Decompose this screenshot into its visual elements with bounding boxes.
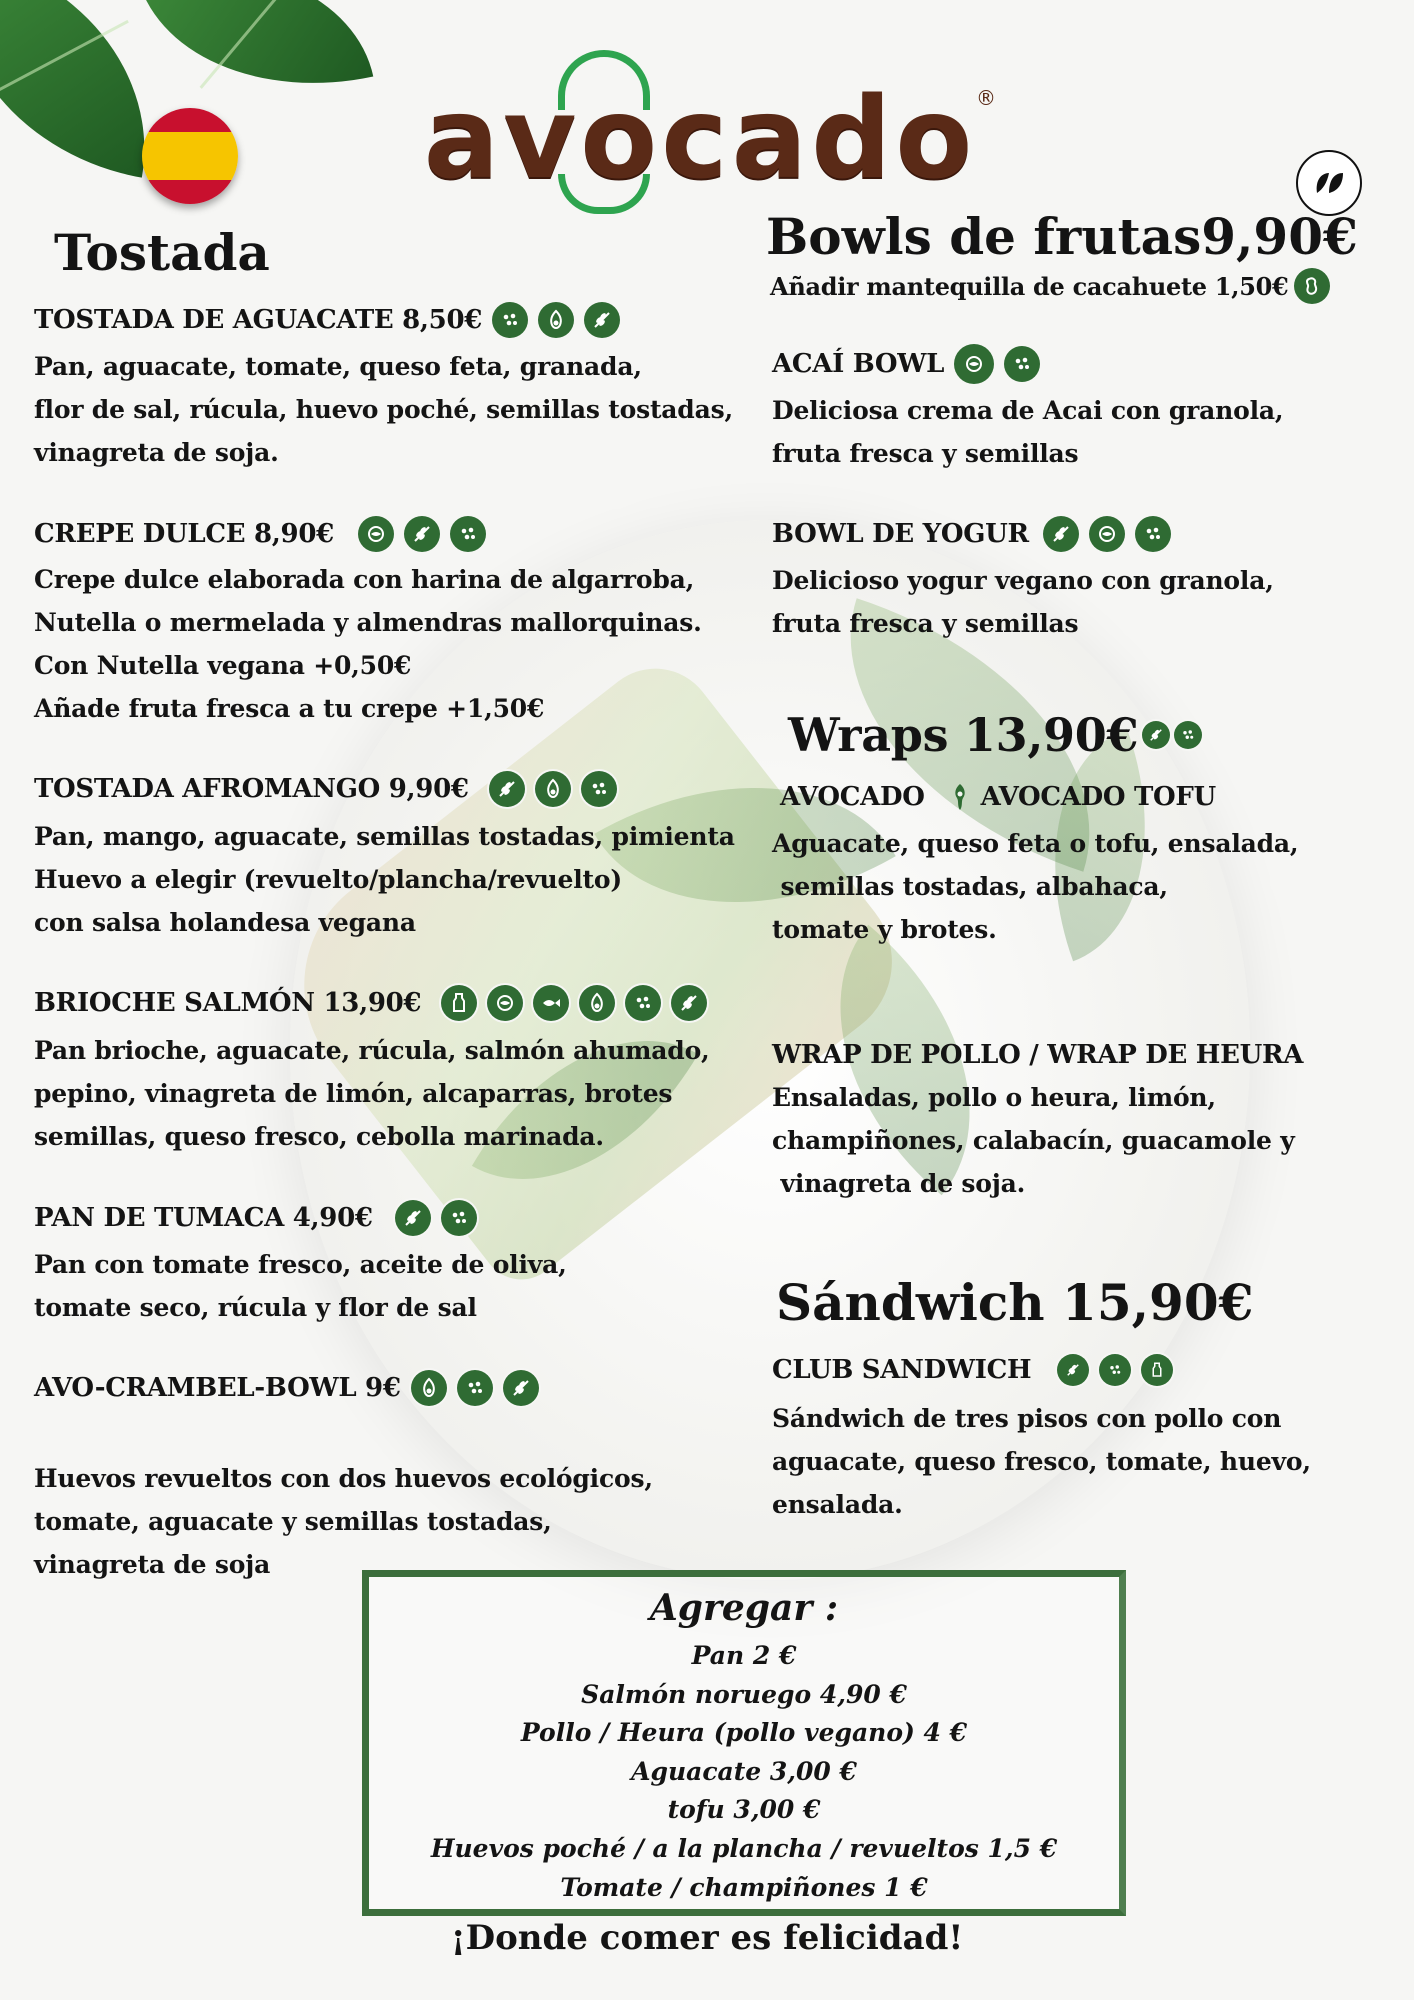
description-line: tomate, aguacate y semillas tostadas, — [34, 1507, 552, 1536]
gluten-icon — [584, 302, 620, 338]
menu-item-description — [34, 345, 733, 474]
gluten-icon — [671, 985, 707, 1021]
section-title-bowls: Bowls de frutas9,90€ — [766, 207, 1358, 266]
description-line: semillas, queso fresco, cebolla marinada. — [34, 1122, 604, 1151]
description-line: Aguacate, queso feta o tofu, ensalada, — [772, 829, 1299, 858]
menu-item-name: TOSTADA DE AGUACATE 8,50€ — [34, 305, 483, 335]
menu-item-description — [772, 822, 1298, 951]
menu-item-title — [34, 771, 617, 807]
description-line: Pan con tomate fresco, aceite de oliva, — [34, 1250, 567, 1279]
menu-item-name: BOWL DE YOGUR — [772, 519, 1029, 549]
menu-item-name: CREPE DULCE 8,90€ — [34, 519, 334, 549]
gluten-icon — [503, 1370, 539, 1406]
seeds-icon — [1099, 1354, 1131, 1386]
menu-item-title — [772, 516, 1171, 552]
seeds-icon — [581, 771, 617, 807]
description-line: Huevos revueltos con dos huevos ecológicos, — [34, 1464, 653, 1493]
menu-item-title — [772, 1354, 1173, 1386]
section-title-sandwich: Sándwich 15,90€ — [776, 1273, 1254, 1332]
nuts-icon — [954, 344, 994, 384]
slogan: ¡Donde comer es felicidad! — [450, 1918, 964, 1958]
description-line: Con Nutella vegana +0,50€ — [34, 651, 412, 680]
menu-item-description — [34, 1457, 653, 1586]
description-line: Pan, mango, aguacate, semillas tostadas, pimienta — [34, 822, 735, 851]
menu-item-description — [34, 558, 702, 730]
seeds-icon — [457, 1370, 493, 1406]
description-line: aguacate, queso fresco, tomate, huevo, — [772, 1447, 1311, 1476]
bowls-extra-line — [770, 268, 1330, 304]
description-line: Pan brioche, aguacate, rúcula, salmón ahumado, — [34, 1036, 710, 1065]
description-line: vinagreta de soja — [34, 1550, 271, 1579]
description-line: vinagreta de soja. — [772, 1169, 1026, 1198]
menu-item-name-alt: AVOCADO TOFU — [980, 782, 1216, 812]
menu-item-name: TOSTADA AFROMANGO 9,90€ — [34, 774, 469, 804]
menu-item-name: WRAP DE POLLO / WRAP DE HEURA — [772, 1040, 1304, 1070]
description-line: semillas tostadas, albahaca, — [772, 872, 1168, 901]
description-line: Añade fruta fresca a tu crepe +1,50€ — [34, 694, 545, 723]
menu-item-title — [34, 516, 486, 552]
milk-icon — [1141, 1354, 1173, 1386]
extras-box — [362, 1570, 1126, 1916]
extras-title: Agregar : — [649, 1587, 839, 1629]
gluten-icon — [1142, 721, 1170, 749]
description-line: Crepe dulce elaborada con harina de algarroba, — [34, 565, 695, 594]
description-line: fruta fresca y semillas — [772, 609, 1079, 638]
milk-icon — [441, 985, 477, 1021]
description-line: Sándwich de tres pisos con pollo con — [772, 1404, 1282, 1433]
avocado-icon — [579, 985, 615, 1021]
gluten-icon — [1057, 1354, 1089, 1386]
menu-item-title — [772, 1040, 1303, 1070]
seeds-icon — [441, 1200, 477, 1236]
section-title-tostada: Tostada — [54, 223, 270, 282]
gluten-icon — [1043, 516, 1079, 552]
menu-item-title — [34, 985, 707, 1021]
avocado-icon — [535, 771, 571, 807]
description-line: ensalada. — [772, 1490, 903, 1519]
extras-line: Salmón noruego 4,90 € — [581, 1680, 907, 1709]
spain-flag-icon — [142, 108, 238, 204]
menu-item-description — [34, 1029, 710, 1158]
menu-item-title — [772, 344, 1040, 384]
monstera-leaf-decoration — [137, 0, 374, 120]
gluten-icon — [404, 516, 440, 552]
description-line: champiñones, calabacín, guacamole y — [772, 1126, 1295, 1155]
soy-icon — [949, 782, 971, 812]
extras-line: Huevos poché / a la plancha / revueltos 1,5 € — [430, 1834, 1058, 1863]
menu-item-description — [34, 815, 735, 944]
extras-line: Pan 2 € — [691, 1641, 797, 1670]
menu-item-description — [34, 1243, 567, 1329]
menu-item-title — [34, 1370, 539, 1406]
seeds-icon — [1135, 516, 1171, 552]
description-line: vinagreta de soja. — [34, 438, 279, 467]
brand-name: avocado — [423, 74, 977, 204]
menu-item-description — [772, 1076, 1295, 1205]
nuts-icon — [1089, 516, 1125, 552]
seeds-icon — [625, 985, 661, 1021]
nuts-icon — [487, 985, 523, 1021]
section-title-wraps-row — [788, 708, 1202, 762]
peanut-icon — [1294, 268, 1330, 304]
menu-item-description — [772, 389, 1283, 475]
nuts-icon — [358, 516, 394, 552]
description-line: flor de sal, rúcula, huevo poché, semillas tostadas, — [34, 395, 733, 424]
menu-item-name: BRIOCHE SALMÓN 13,90€ — [34, 988, 422, 1018]
extras-line: Pollo / Heura (pollo vegano) 4 € — [520, 1718, 968, 1747]
extras-line: tofu 3,00 € — [667, 1795, 821, 1824]
description-line: con salsa holandesa vegana — [34, 908, 416, 937]
seeds-icon — [492, 302, 528, 338]
description-line: tomate seco, rúcula y flor de sal — [34, 1293, 477, 1322]
menu-item-description — [772, 559, 1274, 645]
menu-item-name: ACAÍ BOWL — [772, 349, 945, 379]
bowls-extra-text: Añadir mantequilla de cacahuete 1,50€ — [770, 271, 1289, 301]
description-line: pepino, vinagreta de limón, alcaparras, brotes — [34, 1079, 673, 1108]
seeds-icon — [1174, 721, 1202, 749]
menu-item-title — [780, 782, 1216, 812]
avocado-icon — [411, 1370, 447, 1406]
menu-item-title — [34, 1200, 477, 1236]
menu-item-name: AVO-CRAMBEL-BOWL 9€ — [34, 1373, 401, 1403]
brand-logo — [420, 46, 1020, 216]
description-line: Deliciosa crema de Acai con granola, — [772, 396, 1284, 425]
gluten-icon — [395, 1200, 431, 1236]
gluten-icon — [489, 771, 525, 807]
menu-item-title — [34, 302, 620, 338]
description-line: Pan, aguacate, tomate, queso feta, granada, — [34, 352, 642, 381]
description-line: Ensaladas, pollo o heura, limón, — [772, 1083, 1216, 1112]
menu-item-name: PAN DE TUMACA 4,90€ — [34, 1203, 373, 1233]
seeds-icon — [1004, 346, 1040, 382]
registered-mark: ® — [976, 86, 996, 110]
extras-line: Tomate / champiñones 1 € — [560, 1873, 928, 1902]
section-title-wraps: Wraps 13,90€ — [788, 708, 1139, 762]
menu-item-name: AVOCADO — [780, 782, 925, 812]
menu-item-name: CLUB SANDWICH — [772, 1355, 1032, 1385]
description-line: fruta fresca y semillas — [772, 439, 1079, 468]
fish-icon — [533, 985, 569, 1021]
avocado-icon — [538, 302, 574, 338]
seeds-icon — [450, 516, 486, 552]
menu-item-description — [772, 1397, 1311, 1526]
description-line: Huevo a elegir (revuelto/plancha/revuelto) — [34, 865, 622, 894]
extras-line: Aguacate 3,00 € — [631, 1757, 857, 1786]
description-line: Delicioso yogur vegano con granola, — [772, 566, 1274, 595]
description-line: tomate y brotes. — [772, 915, 997, 944]
description-line: Nutella o mermelada y almendras mallorquinas. — [34, 608, 702, 637]
